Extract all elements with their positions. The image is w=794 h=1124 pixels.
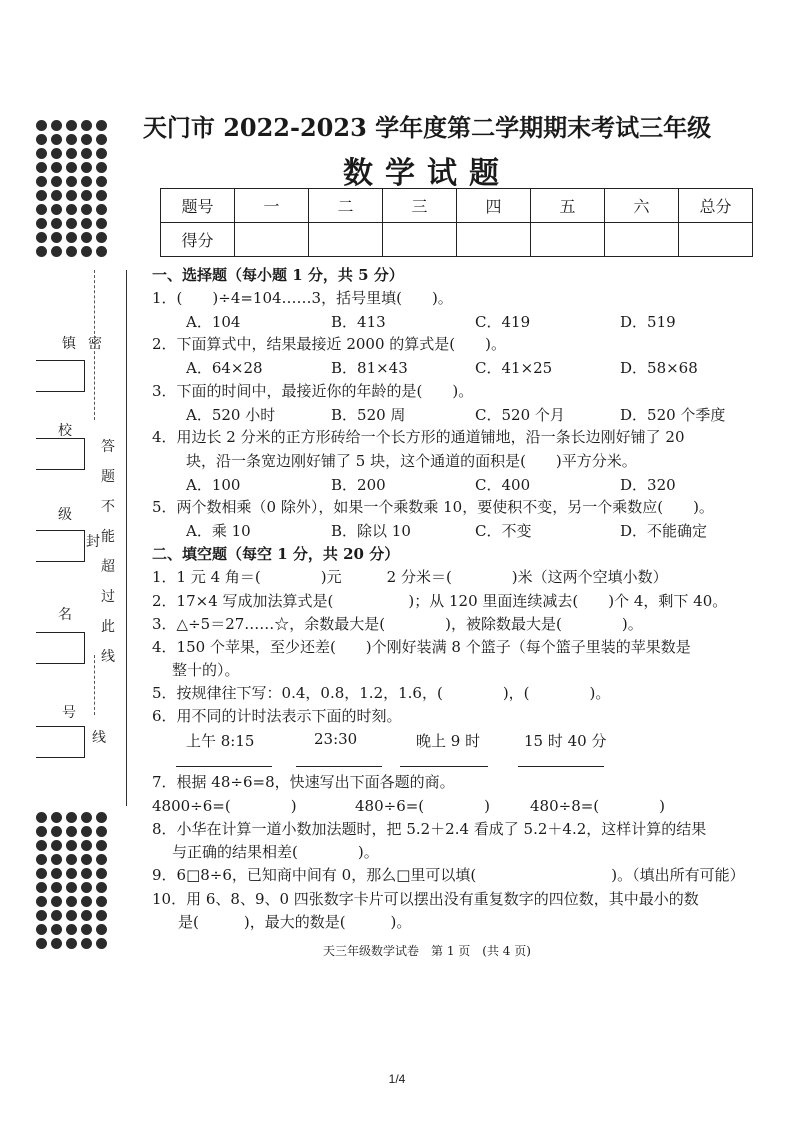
score-cell[interactable] (309, 223, 383, 257)
binding-dashed-line-lower (94, 655, 95, 715)
side-label-town: 镇 (62, 336, 76, 352)
decorative-dot (66, 910, 77, 921)
binding-dashed-line (94, 270, 95, 420)
decorative-dot (81, 218, 92, 229)
decorative-dot (66, 882, 77, 893)
s2-question-3: 3．△÷5＝27……☆，余数最大是( )，被除数最大是( )。 (152, 615, 643, 633)
s2-q6-answer-line-3[interactable] (400, 766, 488, 767)
decorative-dot (66, 204, 77, 215)
s1-question-1: 1．( )÷4=104……3，括号里填( )。 (152, 289, 453, 307)
decorative-dot (36, 910, 47, 921)
score-table-header-row (161, 189, 753, 223)
s1-q1-option-d[interactable]: D．519 (620, 313, 676, 331)
decorative-dot (96, 204, 107, 215)
page-indicator: 1/4 (388, 1072, 406, 1086)
decorative-dot (96, 812, 107, 823)
section1-heading: 一、选择题（每小题 1 分，共 5 分） (152, 266, 404, 284)
decorative-dot (66, 868, 77, 879)
s2-question-4-line2: 整十的）。 (172, 661, 240, 679)
s1-q3-option-c[interactable]: C．520 个月 (475, 406, 565, 424)
score-cell[interactable] (531, 223, 605, 257)
decorative-dot (96, 882, 107, 893)
s1-q4-option-c[interactable]: C．400 (475, 476, 531, 494)
decorative-dot (51, 812, 62, 823)
s2-q7-item-1: 4800÷6=( ) (152, 797, 297, 815)
decorative-dot (66, 826, 77, 837)
decorative-dot (51, 854, 62, 865)
score-header-cell: 总分 (679, 189, 753, 223)
decorative-dot (51, 204, 62, 215)
decorative-dot (96, 854, 107, 865)
town-input-box[interactable] (36, 360, 85, 392)
decorative-dot (36, 246, 47, 257)
s2-q6-time-1: 上午 8:15 (186, 732, 255, 750)
decorative-dot (81, 204, 92, 215)
decorative-dot (96, 826, 107, 837)
decorative-dot (96, 868, 107, 879)
side-label-name: 名 (58, 607, 72, 623)
decorative-dot (66, 232, 77, 243)
score-cell[interactable] (457, 223, 531, 257)
decorative-dot (81, 868, 92, 879)
seal-warning-text (100, 432, 116, 672)
s1-q1-option-c[interactable]: C．419 (475, 313, 531, 331)
decorative-dot (96, 218, 107, 229)
decorative-dot (96, 246, 107, 257)
s1-q2-option-d[interactable]: D．58×68 (620, 359, 698, 377)
side-label-school: 校 (58, 423, 72, 439)
s1-question-3: 3．下面的时间中，最接近你的年龄的是( )。 (152, 382, 474, 400)
s2-question-5: 5．按规律往下写：0.4，0.8，1.2，1.6，( )，( )。 (152, 684, 611, 702)
decorative-dot (36, 868, 47, 879)
decorative-dot (51, 232, 62, 243)
score-header-cell: 四 (457, 189, 531, 223)
seal-char: 题 (101, 469, 115, 485)
s1-q4-option-b[interactable]: B．200 (331, 476, 386, 494)
exam-title: 天门市 2022-2023 学年度第二学期期末考试三年级 (142, 113, 712, 142)
score-header-cell: 一 (235, 189, 309, 223)
s2-question-10-line2: 是( )，最大的数是( )。 (178, 913, 412, 931)
s2-question-9: 9．6□8÷6，已知商中间有 0，那么□里可以填( )。（填出所有可能） (152, 866, 745, 884)
score-header-cell: 五 (531, 189, 605, 223)
decorative-dot (51, 826, 62, 837)
s1-q3-option-d[interactable]: D．520 个季度 (620, 406, 726, 424)
decorative-dot (81, 924, 92, 935)
decorative-dot (81, 246, 92, 257)
decorative-dot (36, 882, 47, 893)
decorative-dot (51, 910, 62, 921)
s2-q7-item-2: 480÷6=( ) (355, 797, 491, 815)
decorative-dot (51, 896, 62, 907)
seal-char: 过 (101, 589, 115, 605)
decorative-dot (66, 896, 77, 907)
score-row-label: 得分 (161, 223, 235, 257)
decorative-dots-bottom (36, 812, 108, 949)
score-cell[interactable] (383, 223, 457, 257)
decorative-dot (36, 232, 47, 243)
s1-q1-option-b[interactable]: B．413 (331, 313, 386, 331)
decorative-dot (81, 826, 92, 837)
seal-xian: 线 (92, 730, 106, 746)
decorative-dot (81, 812, 92, 823)
decorative-dot (51, 882, 62, 893)
exam-subtitle: 数学试题 (343, 156, 511, 191)
seal-char: 此 (101, 619, 115, 635)
score-table (160, 188, 753, 257)
s1-q5-option-d[interactable]: D．不能确定 (620, 522, 708, 540)
decorative-dot (81, 882, 92, 893)
decorative-dot (36, 812, 47, 823)
s1-q2-option-a[interactable]: A．64×28 (186, 359, 263, 377)
s2-q6-answer-line-1[interactable] (176, 766, 272, 767)
page-footer: 天三年级数学试卷 第 1 页 (共 4 页) (323, 944, 531, 958)
decorative-dot (96, 896, 107, 907)
seal-feng: 封 (86, 534, 100, 550)
decorative-dot (81, 232, 92, 243)
s2-question-4-line1: 4．150 个苹果，至少还差( )个刚好装满 8 个篮子（每个篮子里装的苹果数是 (152, 638, 691, 656)
s2-question-1: 1．1 元 4 角＝( )元 2 分米＝( )米（这两个空填小数） (152, 568, 668, 586)
s2-q6-time-3: 晚上 9 时 (416, 732, 481, 750)
seal-char: 超 (101, 559, 115, 575)
decorative-dot (96, 910, 107, 921)
s1-q2-option-c[interactable]: C．41×25 (475, 359, 553, 377)
s2-question-7: 7．根据 48÷6=8，快速写出下面各题的商。 (152, 773, 455, 791)
decorative-dot (36, 924, 47, 935)
s1-q5-option-c[interactable]: C．不变 (475, 522, 532, 540)
decorative-dot (81, 854, 92, 865)
s1-question-4-line2: 块，沿一条宽边刚好铺了 5 块，这个通道的面积是( )平方分米。 (186, 452, 637, 470)
decorative-dot (96, 924, 107, 935)
decorative-dot (81, 840, 92, 851)
number-input-box[interactable] (36, 726, 85, 758)
decorative-dot (66, 218, 77, 229)
seal-char: 答 (101, 439, 115, 455)
score-header-cell: 三 (383, 189, 457, 223)
decorative-dot (51, 218, 62, 229)
score-cell[interactable] (605, 223, 679, 257)
s1-q5-option-a[interactable]: A．乘 10 (186, 522, 251, 540)
decorative-dot (51, 246, 62, 257)
side-label-class: 级 (58, 507, 72, 523)
s1-q4-option-d[interactable]: D．320 (620, 476, 676, 494)
score-cell[interactable] (235, 223, 309, 257)
decorative-dot (36, 854, 47, 865)
decorative-dot (36, 218, 47, 229)
score-table-score-row (161, 223, 753, 257)
school-input-box[interactable] (36, 438, 85, 470)
section2-heading: 二、填空题（每空 1 分，共 20 分） (152, 545, 400, 563)
name-input-box[interactable] (36, 632, 85, 664)
decorative-dot (36, 896, 47, 907)
score-header-cell: 六 (605, 189, 679, 223)
decorative-dot (36, 826, 47, 837)
seal-char: 不 (101, 499, 115, 515)
s1-q1-option-a[interactable]: A．104 (186, 313, 241, 331)
s1-q3-option-a[interactable]: A．520 小时 (186, 406, 276, 424)
seal-char: 线 (101, 649, 115, 665)
s2-q6-time-2: 23:30 (314, 730, 358, 748)
margin-divider-line (126, 270, 127, 806)
s2-q6-time-4: 15 时 40 分 (524, 732, 607, 750)
side-label-mi: 密 (88, 336, 102, 352)
s1-question-4-line1: 4．用边长 2 分米的正方形砖给一个长方形的通道铺地，沿一条长边刚好铺了 20 (152, 428, 685, 446)
decorative-dot (96, 840, 107, 851)
s2-question-10-line1: 10．用 6、8、9、0 四张数字卡片可以摆出没有重复数字的四位数，其中最小的数 (152, 890, 699, 908)
s1-question-2: 2．下面算式中，结果最接近 2000 的算式是( )。 (152, 335, 506, 353)
decorative-dot (36, 204, 47, 215)
score-cell[interactable] (679, 223, 753, 257)
class-input-box[interactable] (36, 530, 85, 562)
s2-question-2: 2．17×4 写成加法算式是( )；从 120 里面连续减去( )个 4，剩下 40。 (152, 592, 728, 610)
decorative-dot (66, 924, 77, 935)
decorative-dot (66, 246, 77, 257)
decorative-dot (66, 854, 77, 865)
s1-q3-option-b[interactable]: B．520 周 (331, 406, 406, 424)
decorative-dot (36, 840, 47, 851)
s2-question-8-line1: 8．小华在计算一道小数加法题时，把 5.2＋2.4 看成了 5.2＋4.2，这样计算的结果 (152, 820, 707, 838)
s2-q6-answer-line-2[interactable] (296, 766, 382, 767)
decorative-dot (51, 868, 62, 879)
decorative-dot (66, 812, 77, 823)
decorative-dot (81, 896, 92, 907)
decorative-dot (81, 910, 92, 921)
decorative-dot (51, 924, 62, 935)
s2-question-8-line2: 与正确的结果相差( )。 (172, 843, 379, 861)
s1-q2-option-b[interactable]: B．81×43 (331, 359, 408, 377)
s1-question-5: 5．两个数相乘（0 除外），如果一个乘数乘 10，要使积不变，另一个乘数应( )。 (152, 498, 714, 516)
s2-question-6: 6．用不同的计时法表示下面的时刻。 (152, 707, 402, 725)
score-header-cell: 题号 (161, 189, 235, 223)
side-label-number: 号 (62, 705, 76, 721)
s2-q6-answer-line-4[interactable] (518, 766, 604, 767)
decorative-dot (96, 232, 107, 243)
s1-q5-option-b[interactable]: B．除以 10 (331, 522, 411, 540)
decorative-dot (66, 840, 77, 851)
seal-char: 能 (101, 529, 115, 545)
s1-q4-option-a[interactable]: A．100 (186, 476, 241, 494)
decorative-dot (51, 840, 62, 851)
score-header-cell: 二 (309, 189, 383, 223)
s2-q7-item-3: 480÷8=( ) (530, 797, 666, 815)
